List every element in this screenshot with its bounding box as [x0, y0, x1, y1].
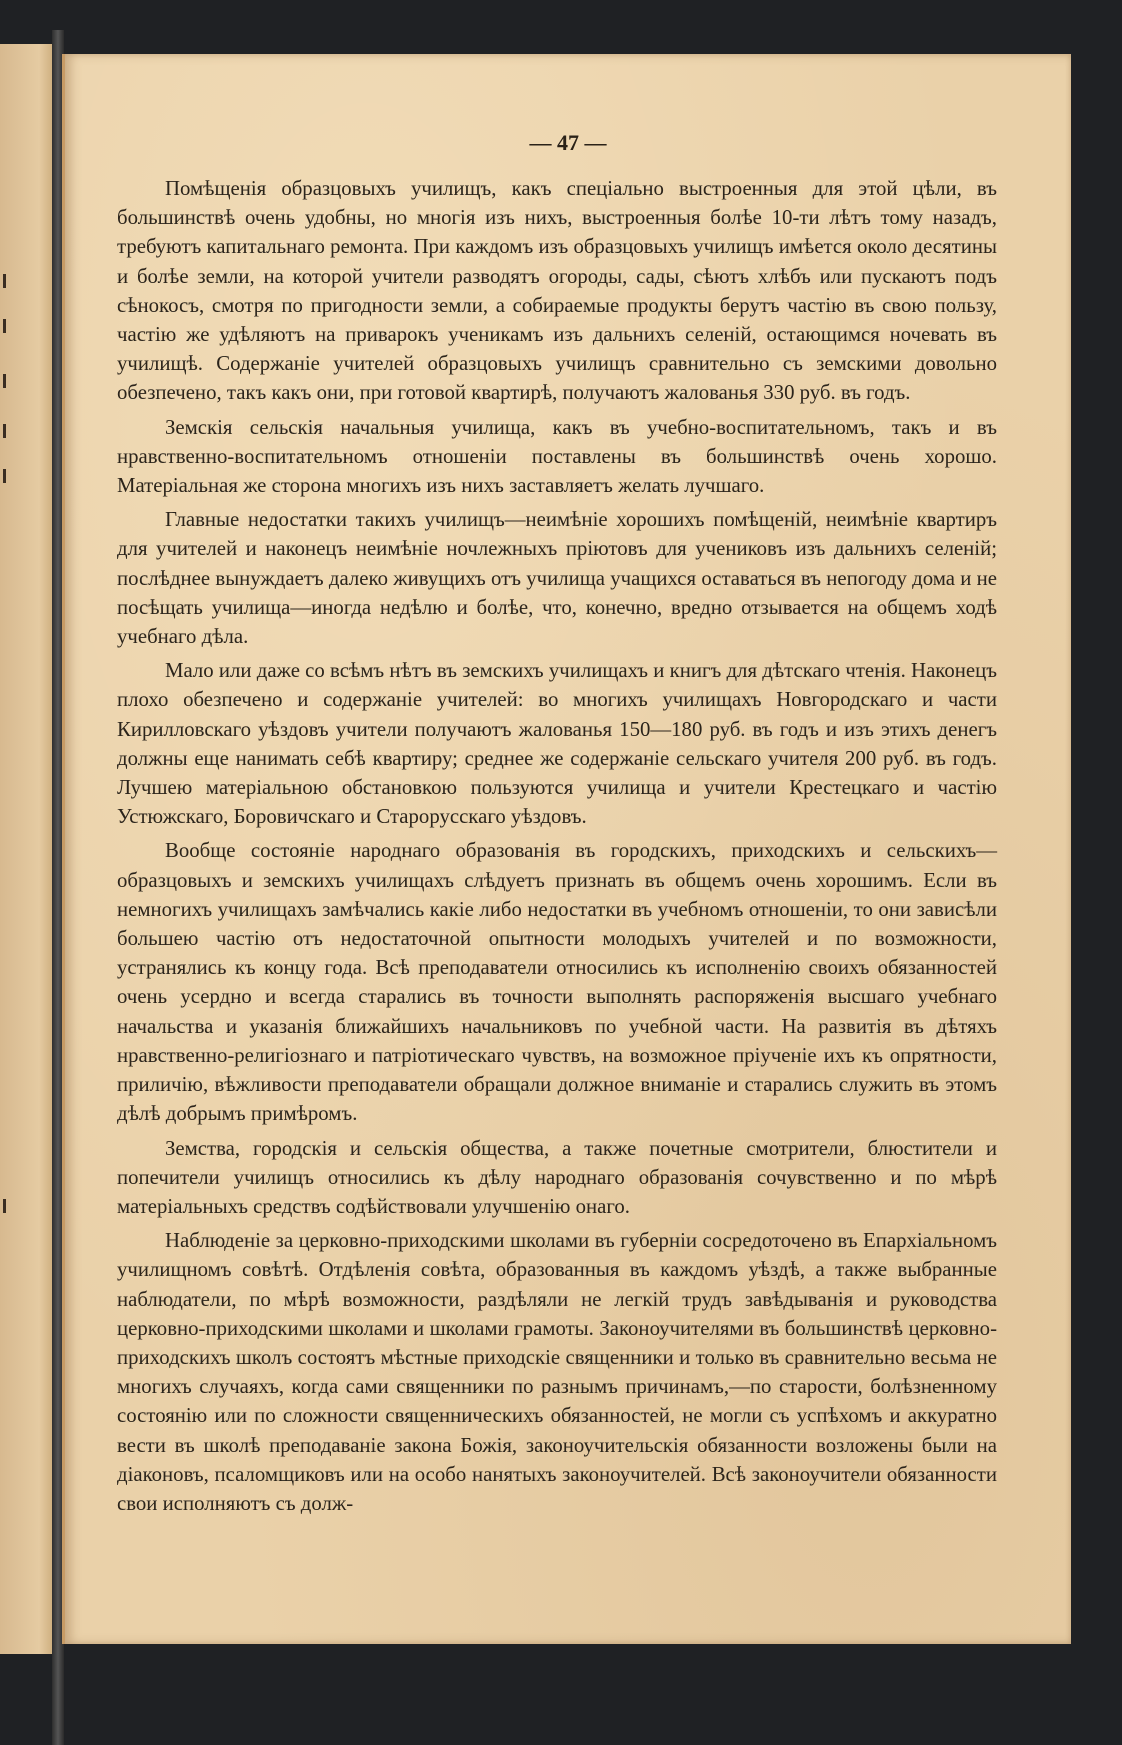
previous-page-text-fragment: [3, 424, 6, 438]
previous-page-text-fragment: [3, 1199, 6, 1213]
paragraph: Земства, городскія и сельскія общества, а также почетные смотрители, блюстители и попечители училищъ относились къ дѣлу народнаго образованія сочувственно и по мѣрѣ матеріальныхъ средствъ содѣйствовали улучшенію онаго.: [117, 1136, 997, 1218]
page-body: [117, 174, 997, 1523]
previous-page-text-fragment: [3, 374, 6, 388]
paragraph: Вообще состояніе народнаго образованія въ городскихъ, приходскихъ и сельскихъ—образцовыхъ и земскихъ училищахъ слѣдуетъ признать въ общемъ очень хорошимъ. Если въ немногихъ училищахъ замѣчались какіе либо недостатки въ учебномъ отношеніи, то они зависѣли большею частію отъ недостаточной опытности молодыхъ учителей и по возможности, устранялись къ концу года. Всѣ преподаватели относились къ исполненію своихъ обязанностей очень усердно и всегда старались въ точности выполнять распоряженія высшаго учебнаго начальства и указанія ближайшихъ начальниковъ по учебной части. На развитія въ дѣтяхъ нравственно-религіознаго и патріотическаго чувствъ, на возможное пріученіе ихъ къ опрятности, приличію, вѣжливости преподаватели обращали должное вниманіе и старались служить въ этомъ дѣлѣ добрымъ примѣромъ.: [117, 839, 997, 1126]
previous-page-text-fragment: [3, 319, 6, 333]
paragraph: Помѣщенія образцовыхъ училищъ, какъ спеціально выстроенныя для этой цѣли, въ большинствѣ очень удобны, но многія изъ нихъ, выстроенныя болѣе 10-ти лѣтъ тому назадъ, требуютъ капитальнаго ремонта. При каждомъ изъ образцовыхъ училищъ имѣется около десятины и болѣе земли, на которой учители разводятъ огороды, сады, сѣютъ хлѣбъ или пускаютъ подъ сѣнокосъ, смотря по пригодности земли, а собираемые продукты берутъ частію въ свою пользу, частію же удѣляютъ на приварокъ ученикамъ изъ дальнихъ селеній, остающимся ночевать въ училищѣ. Содержаніе учителей образцовыхъ училищъ сравнительно съ земскими довольно обезпечено, такъ какъ они, при готовой квартирѣ, получаютъ жалованья 330 руб. въ годъ.: [117, 177, 997, 405]
paragraph: Мало или даже со всѣмъ нѣтъ въ земскихъ училищахъ и книгъ для дѣтскаго чтенія. Наконецъ плохо обезпечено и содержаніе учителей: во многихъ училищахъ Новгородскаго и части Кирилловскаго уѣздовъ учители получаютъ жалованья 150—180 руб. въ годъ и изъ этихъ денегъ должны еще нанимать себѣ квартиру; среднее же содержаніе сельскаго учителя 200 руб. въ годъ. Лучшею матеріальною обстановкою пользуются училища и учители Крестецкаго и частію Устюжскаго, Боровичскаго и Старорусскаго уѣздовъ.: [117, 659, 997, 829]
previous-page-edge: [0, 44, 58, 1654]
page-number: — 47 —: [529, 130, 607, 155]
paragraph: Наблюденіе за церковно-приходскими школами въ губерніи сосредоточено въ Епархіальномъ училищномъ совѣтѣ. Отдѣленія совѣта, образованныя въ каждомъ уѣздѣ, а также выбранные наблюдатели, по мѣрѣ возможности, раздѣляли не легкій трудъ завѣдыванія и руководства церковно-приходскими школами и школами грамоты. Законоучителями въ большинствѣ церковно-приходскихъ школъ состоятъ мѣстные приходскіе священники и только въ сравнительно весьма не многихъ случаяхъ, когда сами священники по разнымъ причинамъ,—по старости, болѣзненному состоянію или по сложности священническихъ обязанностей, не могли съ успѣхомъ и аккуратно вести въ школѣ преподаваніе закона Божія, законоучительскія обязанности возложены были на діаконовъ, псаломщиковъ или на особо нанятыхъ законоучителей. Всѣ законоучители обязанности свои исполняютъ съ долж-: [117, 1229, 997, 1515]
paragraph: Главные недостатки такихъ училищъ—неимѣніе хорошихъ помѣщеній, неимѣніе квартиръ для учителей и наконецъ неимѣніе ночлежныхъ пріютовъ для учениковъ изъ дальнихъ селеній; послѣднее вынуждаетъ далеко живущихъ отъ училища учащихся оставаться въ непогоду дома и не посѣщать училища—иногда недѣлю и болѣе, что, конечно, вредно отзывается на общемъ ходѣ учебнаго дѣла.: [117, 508, 997, 649]
previous-page-text-fragment: [3, 274, 6, 288]
previous-page-text-fragment: [3, 469, 6, 483]
document-page: [62, 54, 1071, 1644]
paragraph: Земскія сельскія начальныя училища, какъ въ учебно-воспитательномъ, такъ и въ нравственно-воспитательномъ отношеніи поставлены въ большинствѣ очень хорошо. Матеріальная же сторона многихъ изъ нихъ заставляетъ желать лучшаго.: [117, 415, 997, 498]
